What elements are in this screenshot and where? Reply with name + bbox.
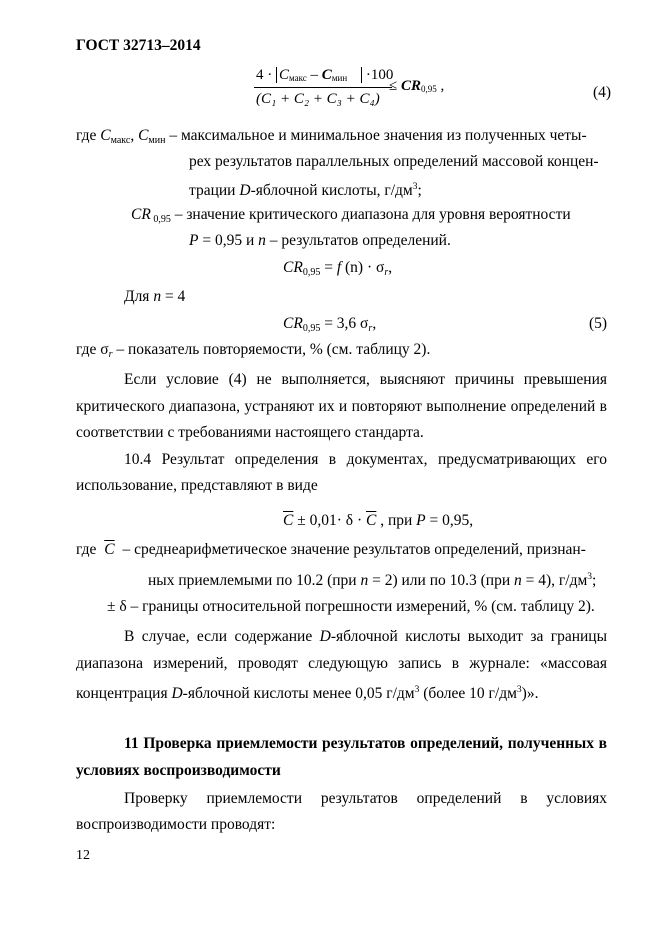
paragraph-1-line-2: критического диапазона, устраняют их и повторяют выполнение определений в bbox=[76, 398, 607, 415]
n-symbol: n bbox=[258, 232, 266, 249]
text-segment: ных приемлемыми по 10.2 (при bbox=[148, 572, 361, 589]
text-segment: – результатов определений. bbox=[265, 232, 451, 249]
superscript-3: 3 bbox=[412, 182, 418, 192]
c-mean-symbol: $\overline{C}$ bbox=[365, 512, 377, 529]
cr-subscript: 0,95 bbox=[150, 214, 171, 225]
text-segment: -яблочной кислоты, г/дм bbox=[250, 182, 413, 199]
semicolon: ; bbox=[417, 182, 422, 199]
text-segment: концентрация bbox=[76, 685, 172, 702]
formula-body: ± 0,01· δ · bbox=[293, 512, 366, 529]
superscript-3: 3 bbox=[587, 572, 593, 582]
comma: , bbox=[372, 315, 377, 332]
text-segment: = 0,95, bbox=[425, 512, 474, 529]
paragraph-3-line-3 bbox=[76, 680, 538, 704]
cr-symbol: CR bbox=[283, 315, 303, 332]
formula-5-number: (5) bbox=[589, 315, 608, 332]
cr-subscript: 0,95 bbox=[302, 267, 321, 278]
c-mean-symbol: $\overline{C}$ bbox=[104, 541, 115, 558]
comma: , bbox=[388, 259, 393, 276]
text-segment: трации bbox=[189, 182, 240, 199]
cr-symbol: CR bbox=[131, 206, 151, 223]
paragraph-4-line-1: Проверку приемлемости результатов определений в условиях bbox=[124, 790, 607, 807]
definition-text: – значение критического диапазона для уровня вероятности bbox=[170, 206, 571, 223]
c-mean-symbol: $\overline{C}$ bbox=[283, 512, 294, 529]
page-number: 12 bbox=[76, 848, 90, 863]
paragraph-4-line-2: воспроизводимости проводят: bbox=[76, 816, 276, 833]
where-cmax-cmin-line bbox=[76, 126, 587, 151]
document-header-title: ГОСТ 32713–2014 bbox=[76, 37, 201, 54]
where-delta-line: ± δ – границы относительной погрешности измерений, % (см. таблицу 2). bbox=[107, 598, 595, 615]
f-symbol: f bbox=[336, 259, 342, 276]
sigma-term: · σ bbox=[363, 259, 385, 276]
paragraph-3-line-2: диапазона измерений, проводят следующую запись в журнале: «массовая bbox=[76, 655, 607, 672]
where-sigma-line bbox=[76, 340, 430, 365]
superscript-3: 3 bbox=[414, 685, 420, 695]
equals-sign: = bbox=[320, 259, 337, 276]
formula-4-number: (4) bbox=[593, 84, 612, 101]
section-11-heading-line-2: условиях воспроизводимости bbox=[76, 762, 281, 779]
n-symbol: n bbox=[514, 572, 522, 589]
text-segment: (более 10 г/дм bbox=[419, 685, 517, 702]
text-segment: = 4 bbox=[161, 288, 186, 305]
semicolon: ; bbox=[592, 572, 597, 589]
c-min-subscript: мин bbox=[148, 135, 166, 146]
definition-text: – среднеарифметическое значение результатов определений, признан- bbox=[118, 541, 586, 558]
numerator-coefficient: 4 · bbox=[256, 67, 276, 83]
paragraph-1-line-1: Если условие (4) не выполняется, выясняют причины превышения bbox=[124, 371, 607, 388]
cr-subscript: 0,95 bbox=[421, 84, 437, 94]
paragraph-10-4-line-2: использование, представляют в виде bbox=[76, 477, 318, 494]
where-cr-line bbox=[131, 205, 571, 230]
text-segment: В случае, если содержание bbox=[124, 628, 320, 645]
numerator-multiplier: ·100 bbox=[362, 67, 394, 83]
c-min-symbol: C bbox=[138, 127, 149, 144]
d-isomer-letter: D bbox=[319, 628, 331, 645]
text-segment: = 4), г/дм bbox=[521, 572, 588, 589]
text-segment: -яблочной кислоты менее 0,05 г/дм bbox=[182, 685, 415, 702]
superscript-3: 3 bbox=[516, 685, 522, 695]
text-segment: = 2) или по 10.3 (при bbox=[368, 572, 515, 589]
where-cmax-cmin-line-2: рех результатов параллельных определений массовой концен- bbox=[189, 153, 599, 170]
leq-sign: ≤ bbox=[389, 78, 401, 94]
cr-symbol: CR bbox=[283, 259, 303, 276]
c-max-subscript: макс bbox=[289, 73, 307, 83]
paragraph-1-line-3: соответствии с требованиями настоящего стандарта. bbox=[76, 424, 424, 441]
text-segment: )». bbox=[521, 685, 539, 702]
n-symbol: n bbox=[360, 572, 369, 589]
n-argument: (n) bbox=[341, 259, 364, 276]
separator: , bbox=[130, 127, 139, 144]
text-segment: Для bbox=[124, 288, 154, 305]
cr-subscript: 0,95 bbox=[302, 323, 321, 334]
formula-body: = 3,6 σ bbox=[320, 315, 369, 332]
cr-symbol: CR bbox=[400, 78, 421, 94]
where-cmax-cmin-line-3 bbox=[189, 177, 422, 201]
c-min-symbol: C bbox=[321, 67, 332, 83]
paragraph-3-line-1 bbox=[124, 627, 607, 647]
where-word: где bbox=[76, 127, 101, 144]
definition-text: – максимальное и минимальное значения из полученных четы- bbox=[165, 127, 587, 144]
r-subscript: r bbox=[368, 323, 373, 334]
fraction-bar bbox=[254, 87, 392, 88]
d-isomer-letter: D bbox=[171, 685, 183, 702]
text-segment: = 0,95 и bbox=[198, 232, 259, 249]
where-c-mean-line bbox=[76, 540, 586, 560]
paragraph-10-4-line-1: 10.4 Результат определения в документах, предусматривающих его bbox=[124, 451, 607, 468]
p-symbol: P bbox=[416, 512, 426, 529]
text-segment: , при bbox=[376, 512, 417, 529]
n-symbol: n bbox=[153, 288, 162, 305]
for-n-line bbox=[124, 287, 185, 307]
c-max-symbol: C bbox=[279, 67, 290, 83]
section-11-heading-line-1: 11 Проверка приемлемости результатов определений, полученных в bbox=[124, 735, 607, 752]
cr-function-equation bbox=[283, 258, 392, 283]
minus-sign: – bbox=[306, 67, 322, 83]
formula-4-rhs bbox=[389, 78, 444, 95]
result-formula bbox=[283, 511, 473, 531]
c-max-subscript: макс bbox=[110, 135, 131, 146]
text-segment: – показатель повторяемости, % (см. таблицу 2). bbox=[112, 341, 431, 358]
formula-4-denominator: (C₁ + C₂ + C₃ + C₄) bbox=[256, 91, 380, 107]
text-segment: где σ bbox=[76, 341, 109, 358]
c-min-subscript: мин bbox=[331, 73, 348, 83]
where-word: где bbox=[76, 541, 101, 558]
c-max-symbol: C bbox=[100, 127, 111, 144]
text-segment: -яблочной кислоты выходит за границы bbox=[330, 628, 607, 645]
formula-5 bbox=[283, 314, 376, 339]
r-subscript: r bbox=[384, 267, 389, 278]
r-subscript: r bbox=[108, 349, 113, 360]
formula-4-numerator bbox=[256, 66, 393, 87]
d-isomer-letter: D bbox=[239, 182, 251, 199]
rhs-comma: , bbox=[436, 78, 445, 94]
where-cr-line-2 bbox=[189, 231, 451, 251]
p-symbol: P bbox=[189, 232, 199, 249]
where-c-mean-line-2 bbox=[148, 567, 596, 591]
